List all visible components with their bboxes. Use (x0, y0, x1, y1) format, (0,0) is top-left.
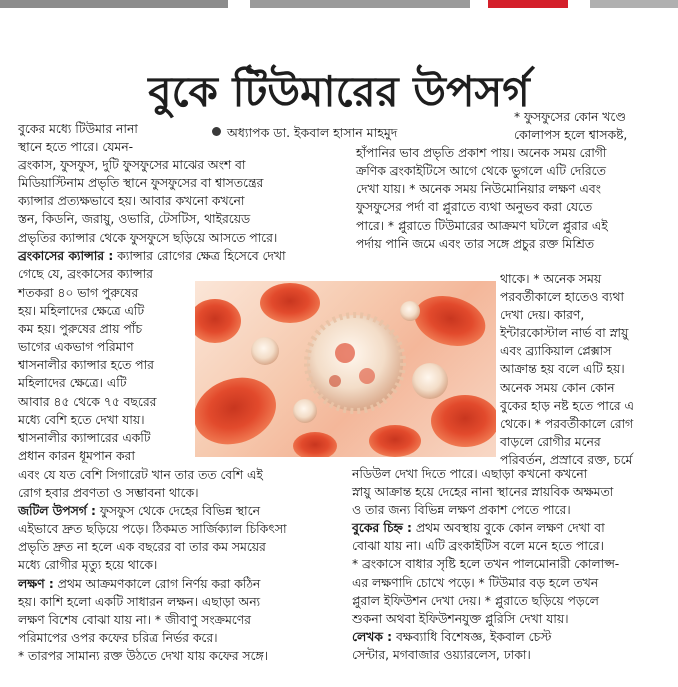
section-lung-cancer (18, 247, 336, 265)
text-line: প্লুরাল ইফিউশন দেখা দেয়। * প্লুরাতে ছড়িয়ে পড়লে (352, 593, 599, 608)
article-column-right (356, 108, 668, 253)
article-column-left-narrow (18, 284, 188, 465)
text-span: প্রথম আক্রমণকালে রোগ নির্ণয় করা কঠিন (53, 576, 261, 591)
top-decor-bar (250, 0, 470, 8)
text-line: মধ্যে বেশি হতে দেখা যায়। (18, 412, 145, 427)
text-line: পরবর্তীকালে হাতেও ব্যথা (500, 290, 624, 305)
text-line: দেখা যায়। * অনেক সময় নিউমোনিয়ার লক্ষণ এবং (356, 182, 601, 197)
section-chest-signs (352, 519, 670, 537)
text-span: প্রথম অবস্থায় বুকে কোন লক্ষণ দেখা বা (411, 521, 605, 536)
text-line: পরিবর্তন, প্রস্রাবে রক্ত, চর্মে (500, 452, 633, 467)
text-line: গেছে যে, ব্রংকাসের ক্যান্সার (18, 266, 153, 281)
text-line: রোগ হবার প্রবণতা ও সম্ভাবনা থাকে। (18, 486, 199, 501)
text-line: ব্রংকাস, ফুসফুস, দুটি ফুসফুসের মাঝের অংশ বা (18, 158, 246, 173)
text-line: এবং যে যত বেশি সিগারেট খান তার তত বেশি এই (18, 468, 263, 482)
section-heading: ব্রংকাসের ক্যান্সার : (18, 248, 114, 263)
text-line: পারে। * প্লুরাতে টিউমারের আক্রমণ ঘটলে প্লুরার এই (356, 218, 608, 233)
blood-cells-illustration (195, 281, 496, 457)
article-column-left (18, 120, 336, 283)
text-line: লক্ষণ বিশেষ বোঝা যায় না। * জীবাণু সংক্রমণের (18, 612, 251, 627)
text-line: আবার ৪৫ থেকে ৭৫ বছরের (18, 394, 157, 409)
top-decor-bar-red (488, 0, 568, 8)
text-line: প্রধান কারন ধূমপান করা (18, 448, 135, 463)
text-line: * ফুসফুসের কোন খণ্ডে (514, 110, 626, 124)
text-line: দেখা দেয়। কারণ, (500, 308, 585, 323)
text-line: ও তার জন্য বিভিন্ন লক্ষণ প্রকাশ পেতে পারে। (352, 503, 571, 518)
text-span: ফুসফুস থেকে দেহের বিভিন্ন স্থানে (95, 504, 260, 519)
text-line: শ্বাসনালীর ক্যান্সারের একটি (18, 430, 151, 445)
text-line: হাঁপানির ভাব প্রভৃতি প্রকাশ পায়। অনেক সময় রোগী (356, 146, 607, 161)
text-line: * ব্রংকাসে বাধার সৃষ্টি হলে তখন পালমোনারী কোলাপ্স- (352, 557, 620, 572)
blood-cells-photo (195, 281, 496, 457)
text-line: এইভাবে দ্রুত ছড়িয়ে পড়ে। ঠিকমত সার্জিক্যাল চিকিৎসা (18, 522, 287, 537)
text-line: এবং ব্র্যাকিয়াল প্লেক্সাস (500, 344, 612, 359)
text-line: শুকনা অথবা ইফিউশনযুক্ত প্লুরিসি দেখা যায়। (352, 611, 569, 626)
text-line: ক্রণিক ব্রংকাইটিসে আগে থেকে ভুগলে এটি দেরিতে (356, 164, 606, 179)
text-line: স্তন, কিডনি, জরায়ু, ওভারি, টেসটিস, থাইরয়েড (18, 212, 251, 227)
text-line: ক্যান্সার প্রত্যক্ষভাবে হয়। আবার কখনো কখনো (18, 194, 245, 209)
top-decor-bar (0, 0, 228, 8)
text-line: বোঝা যায় না। এটি ব্রংকাইটিস বলে মনে হতে পারে। (352, 539, 604, 554)
text-line: ভাগের একভাগ পরিমাণ (18, 340, 134, 355)
section-heading: লেখক : (352, 629, 393, 644)
text-span: ক্যান্সার রোগের ক্ষেত্র হিসেবে দেখা (113, 248, 286, 263)
text-line: মিডিয়াস্টিনাম প্রভৃতি স্থানে ফুসফুসের বা শ্বাসতন্ত্রের (18, 176, 264, 191)
text-line: বাড়লে রোগীর মনের (500, 434, 601, 449)
section-complex-symptoms (18, 502, 340, 520)
text-line: আক্রান্ত হয় বলে এটি হয়। (500, 362, 625, 377)
text-line: হয়। কাশি হলো একটি সাধারন লক্ষন। এছাড়া অন্য (18, 594, 261, 609)
text-line: প্রভৃতি দ্রুত না হলে এক বছরের বা তার কম সময়ের (18, 540, 266, 555)
text-line: কম হয়। পুরুষের প্রায় পাঁচ (18, 322, 142, 337)
text-line: শ্বাসনালীর ক্যান্সার হতে পার (18, 358, 154, 373)
text-line: স্থানে হতে পারে। যেমন- (18, 140, 134, 155)
text-line: ফুসফুসের পর্দা বা প্লুরাতে ব্যথা অনুভব করা যেতে (356, 200, 593, 215)
text-line: থেকে। * পরবর্তীকালে রোগ (500, 416, 634, 431)
text-line: ইন্টারকোস্টাল নার্ভ বা স্নায়ু (500, 326, 629, 341)
text-line: কোলাপস হলে শ্বাসকষ্ট, (514, 128, 628, 143)
article-column-right-bottom (352, 465, 670, 664)
text-line: পর্দায় পানি জমে এবং তার সঙ্গে প্রচুর রক্ত মিশ্রিত (356, 236, 595, 251)
text-line: এর লক্ষণাদি চোখে পড়ে। * টিউমার বড় হলে তখন (352, 575, 599, 590)
author-note (352, 628, 670, 646)
text-line: মধ্যে রোগীর মৃত্যু হয়ে থাকে। (18, 558, 158, 573)
section-heading: জটিল উপসর্গ : (18, 504, 96, 519)
text-line: মহিলাদের ক্ষেত্রে। এটি (18, 376, 127, 391)
text-line: শতকরা ৪০ ভাগ পুরুষের (18, 286, 139, 300)
article-headline: বুকে টিউমারের উপসর্গ (148, 67, 530, 117)
text-line: পরিমাপের ওপর কফের চরিত্র নির্ভর করে। (18, 630, 218, 645)
text-line: নডিউল দেখা দিতে পারে। এছাড়া কখনো কখনো (352, 467, 588, 481)
section-heading: বুকের চিহ্ন : (352, 521, 412, 536)
text-span: বক্ষব্যাধি বিশেষজ্ঞ, ইকবাল চেস্ট (392, 629, 552, 644)
text-line: সেন্টার, মগবাজার ওয়্যারলেস, ঢাকা। (352, 647, 531, 662)
text-line: * তারপর সামান্য রক্ত উঠতে দেখা যায় কফের সঙ্গে। (18, 648, 268, 663)
article-column-right-narrow (500, 270, 670, 469)
section-symptoms (18, 575, 340, 593)
text-line: বুকের হাড় নষ্ট হতে পারে এ (500, 398, 634, 413)
text-line: থাকে। * অনেক সময় (500, 272, 602, 286)
text-line: হয়। মহিলাদের ক্ষেত্রে এটি (18, 304, 145, 319)
author-name: অধ্যাপক ডা. ইকবাল হাসান মাহমুদ (227, 125, 398, 140)
section-heading: লক্ষণ : (18, 576, 54, 591)
text-line: স্নায়ু আক্রান্ত হয়ে দেহের নানা স্থানের স্নায়বিক অক্ষমতা (352, 485, 614, 500)
text-line: বুকের মধ্যে টিউমার নানা (18, 122, 138, 136)
text-line: প্রভৃতির ক্যান্সার থেকে ফুসফুসে ছড়িয়ে আসতে পারে। (18, 230, 278, 245)
top-decor-bar (590, 0, 678, 8)
article-column-left-bottom (18, 466, 340, 665)
text-line: অনেক সময় কোন কোন (500, 380, 615, 395)
